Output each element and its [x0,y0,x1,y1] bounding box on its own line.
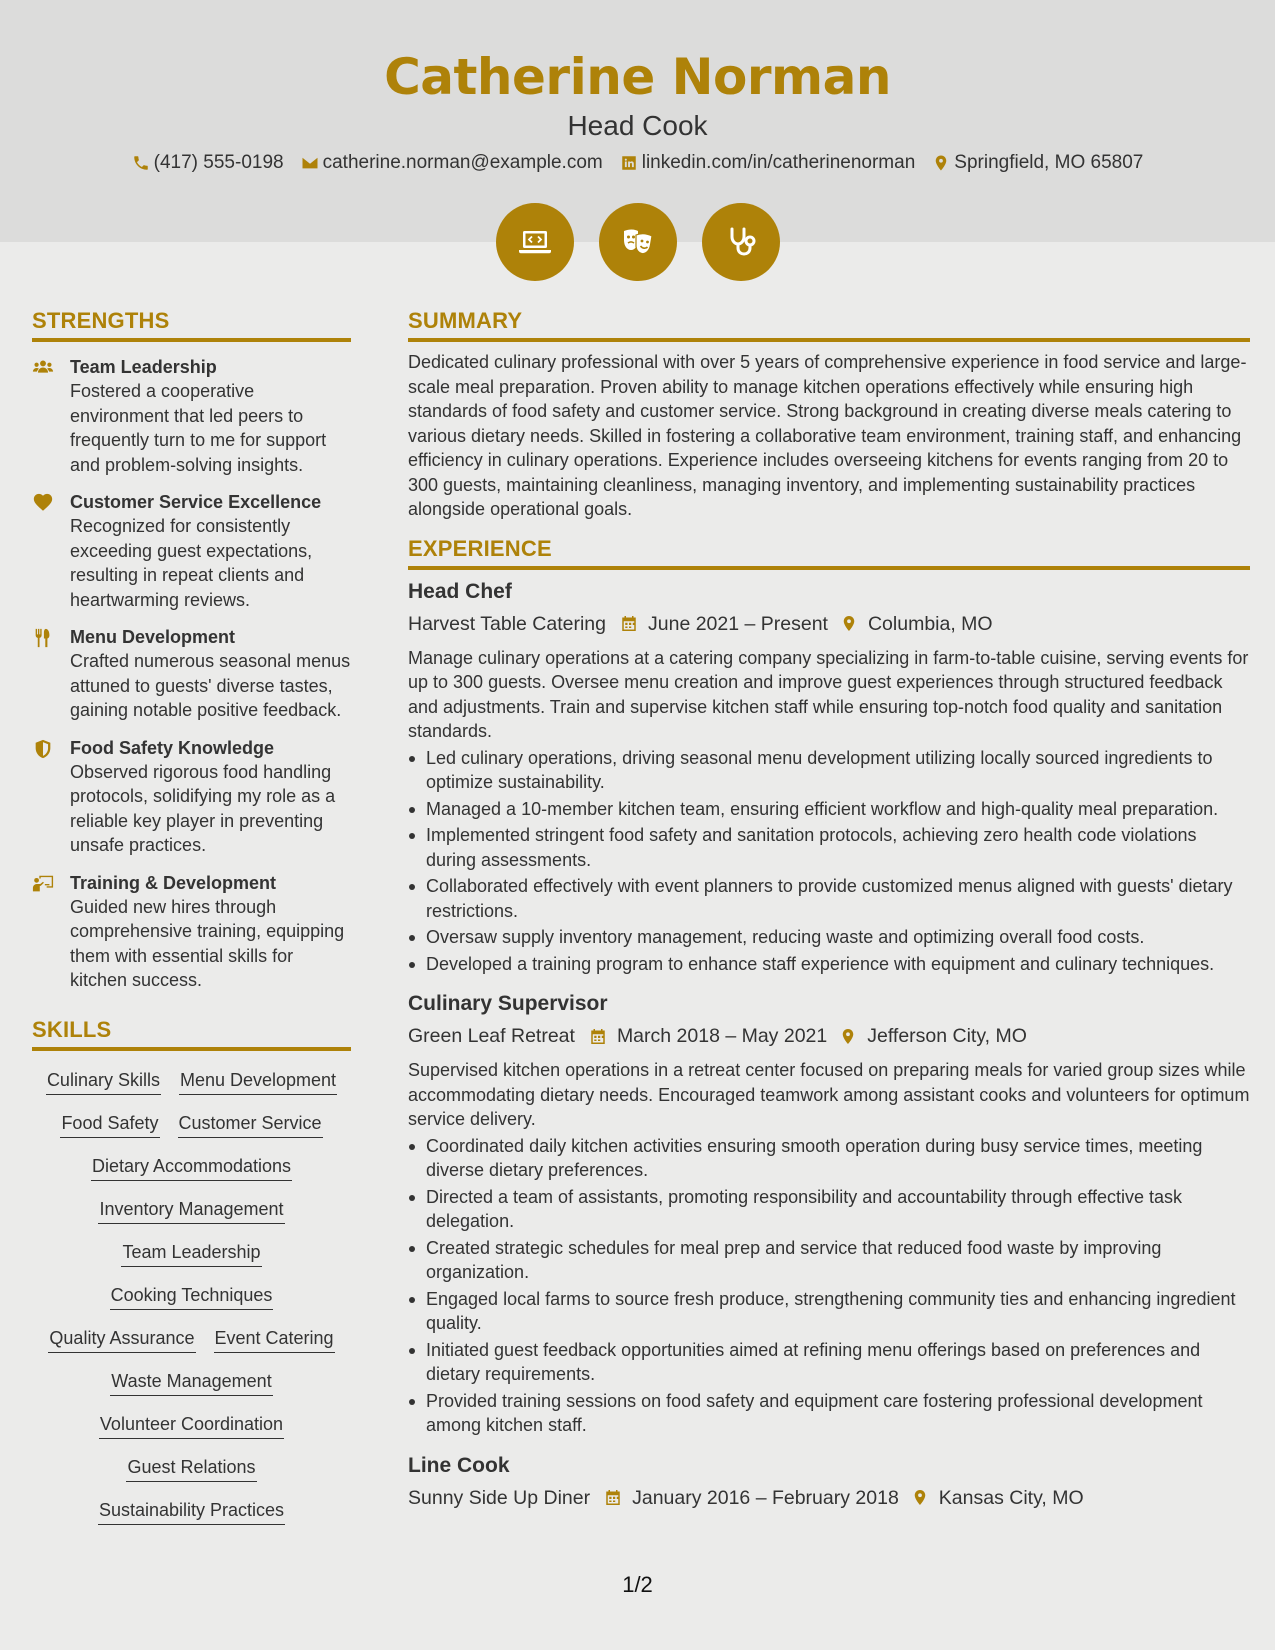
users-icon [32,357,54,379]
job-bullets [408,746,1250,977]
summary-text: Dedicated culinary professional with over 5 years of comprehensive experience in food service and large-scale meal preparation. Proven ability to manage kitchen operations effectively while ensuring high standards of food safety and customer service. Strong background in creating diverse meals catering to various dietary needs. Skilled in fostering a collaborative team environment, training staff, and enhancing efficiency in culinary operations. Experience includes overseeing kitchens for events ranging from 20 to 300 guests, maintaining cleanliness, managing inventory, and implementing sustainability practices alongside operational goals. [408,352,1247,519]
contact-phone[interactable] [132,152,284,174]
job-title: Head Chef [408,579,512,603]
map-pin-icon [911,1488,929,1507]
skill-tag: Cooking Techniques [110,1283,274,1310]
job-bullet: Developed a training program to enhance staff experience with equipment and culinary techniques. [408,952,1250,977]
job-location: Columbia, MO [867,612,993,635]
laptop-code-badge [496,203,574,281]
skill-tag: Guest Relations [126,1455,256,1482]
strength-desc: Recognized for consistently exceeding guest expectations, resulting in repeat clients and heartwarming reviews. [70,516,313,610]
page-number: 1/2 [622,1572,653,1597]
job-desc: Supervised kitchen operations in a retreat center focused on preparing meals for varied group sizes while accommodating dietary needs. Encouraged teamwork among assistant cooks and volunteers for optimum service delivery. [408,1060,1250,1129]
strength-desc: Guided new hires through comprehensive training, equipping them with essential skills for kitchen success. [70,896,345,990]
interest-icons [0,203,1275,281]
candidate-title: Head Cook [567,110,708,141]
strength-desc: Crafted numerous seasonal menus attuned to guests' diverse tastes, gaining notable positive feedback. [70,651,351,720]
strength-title: Customer Service Excellence [70,492,322,512]
contact-bar [0,152,1275,174]
job-bullets [408,1134,1250,1438]
skill-tag: Customer Service [178,1111,323,1138]
job-bullet: Created strategic schedules for meal prep and service that reduced food waste by improving organization. [408,1236,1250,1285]
job-desc: Manage culinary operations at a catering company specializing in farm-to-table cuisine, serving events for up to 300 guests. Oversee menu creation and improve guest experiences through structured feedback and adjustments. Train and supervise kitchen staff while ensuring top-notch food quality and sanitation standards. [408,647,1249,741]
job-dates: January 2016 – February 2018 [632,1486,899,1509]
job-bullet: Implemented stringent food safety and sanitation protocols, achieving zero health code violations during assessments. [408,823,1250,872]
job-entry [408,578,1250,977]
chalkboard-teacher-icon [32,873,54,895]
experience-heading: EXPERIENCE [408,536,1250,570]
skill-tag: Menu Development [179,1068,337,1095]
job-title: Line Cook [408,1453,510,1477]
strength-title: Menu Development [70,627,236,647]
skill-tag: Sustainability Practices [98,1498,285,1525]
stethoscope-icon [721,222,761,262]
job-bullet: Oversaw supply inventory management, reducing waste and optimizing overall food costs. [408,925,1250,950]
skills-heading: SKILLS [32,1017,351,1051]
job-entry [408,1452,1250,1512]
strength-item [32,625,351,723]
skill-tag: Waste Management [110,1369,272,1396]
map-pin-icon [840,614,858,633]
skill-tag: Team Leadership [121,1240,261,1267]
skill-tag: Food Safety [60,1111,159,1138]
heart-icon [32,492,54,514]
job-meta [408,1484,1250,1512]
skill-tag: Inventory Management [98,1197,284,1224]
phone-text: (417) 555-0198 [153,152,284,173]
skill-tag: Event Catering [214,1326,335,1353]
candidate-name: Catherine Norman [384,48,891,106]
calendar-icon [620,614,638,633]
job-meta [408,1022,1250,1050]
job-bullet: Managed a 10-member kitchen team, ensuring efficient workflow and high-quality meal preparation. [408,797,1250,822]
skill-tag: Dietary Accommodations [91,1154,292,1181]
job-company: Green Leaf Retreat [408,1025,575,1047]
stethoscope-badge [702,203,780,281]
job-location: Jefferson City, MO [867,1025,1027,1047]
email-text: catherine.norman@example.com [322,152,603,173]
location-text: Springfield, MO 65807 [954,152,1144,173]
strength-desc: Observed rigorous food handling protocols, solidifying my role as a reliable key player in preventing unsafe practices. [70,761,336,855]
strength-item [32,355,351,477]
contact-location [932,152,1143,174]
job-location: Kansas City, MO [938,1486,1084,1509]
job-bullet: Coordinated daily kitchen activities ensuring smooth operation during busy service times, meeting diverse dietary preferences. [408,1134,1250,1183]
linkedin-icon [620,154,638,172]
theater-masks-icon [618,222,658,262]
strength-title: Food Safety Knowledge [70,737,275,758]
job-bullet: Led culinary operations, driving seasonal menu development utilizing locally sourced ingredients to optimize sustainability. [408,746,1250,795]
job-bullet: Provided training sessions on food safety and equipment care fostering professional development among kitchen staff. [408,1389,1250,1438]
strength-item [32,490,351,612]
calendar-icon [589,1027,607,1046]
theater-masks-badge [599,203,677,281]
envelope-icon [301,154,319,172]
job-dates: March 2018 – May 2021 [616,1025,828,1047]
skill-tag: Culinary Skills [46,1068,161,1095]
contact-email[interactable] [301,152,603,174]
job-entry [408,990,1250,1438]
job-bullet: Collaborated effectively with event planners to provide customized menus aligned with guests' dietary restrictions. [408,874,1250,923]
strength-item [32,871,351,993]
strengths-heading: STRENGTHS [32,308,351,342]
job-meta [408,610,1250,638]
job-title: Culinary Supervisor [408,992,608,1015]
strength-title: Team Leadership [70,357,217,377]
job-company: Sunny Side Up Diner [408,1486,591,1509]
shield-icon [32,738,54,760]
laptop-code-icon [515,222,555,262]
skill-tag: Quality Assurance [48,1326,195,1353]
job-bullet: Directed a team of assistants, promoting responsibility and accountability through effective task delegation. [408,1185,1250,1234]
right-column [408,308,1250,1512]
map-pin-icon [839,1027,857,1046]
calendar-icon [604,1488,622,1507]
job-company: Harvest Table Catering [408,612,606,635]
left-column [32,308,351,1525]
strength-desc: Fostered a cooperative environment that led peers to frequently turn to me for support and problem-solving insights. [70,381,327,475]
summary-heading: SUMMARY [408,308,1250,342]
map-pin-icon [932,154,950,172]
job-bullet: Engaged local farms to source fresh produce, strengthening community ties and enhancing ingredient quality. [408,1287,1250,1336]
strength-title: Training & Development [70,872,277,893]
linkedin-text: linkedin.com/in/catherinenorman [641,152,916,173]
skills-list [32,1068,351,1525]
utensils-icon [32,627,54,649]
phone-icon [132,154,150,172]
job-dates: June 2021 – Present [648,612,828,635]
contact-linkedin[interactable] [620,152,916,174]
strength-item [32,736,351,858]
job-bullet: Initiated guest feedback opportunities aimed at refining menu offerings based on preferences and dietary requirements. [408,1338,1250,1387]
skill-tag: Volunteer Coordination [99,1412,284,1439]
